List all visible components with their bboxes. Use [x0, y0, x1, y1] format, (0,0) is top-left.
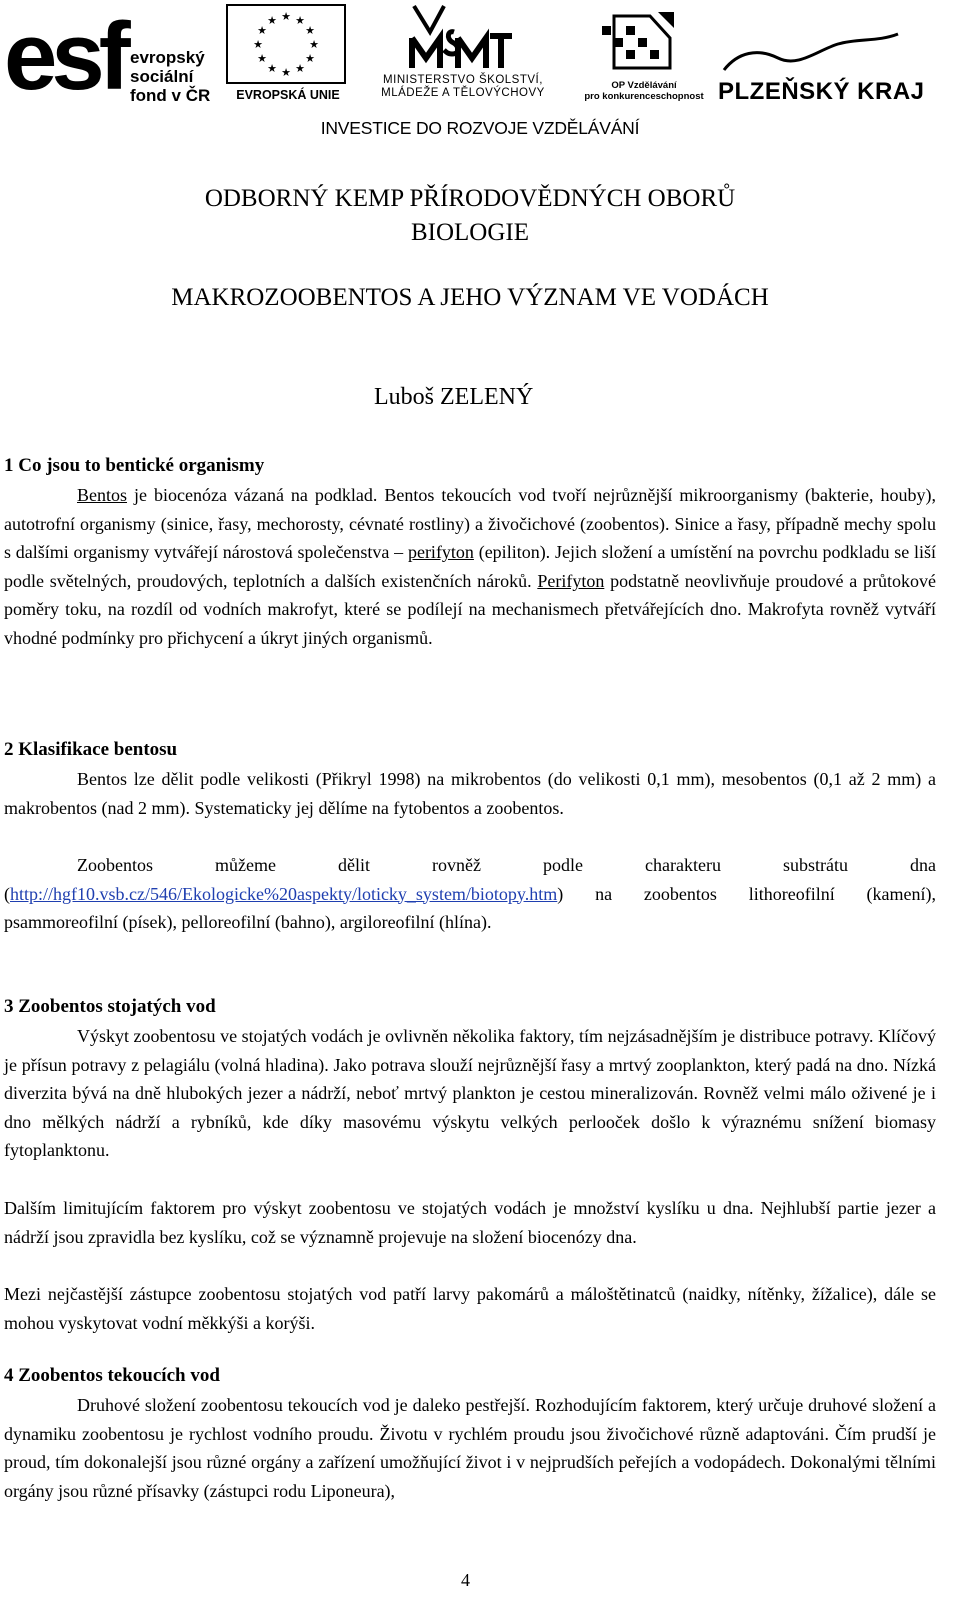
msmt-mark-icon: [408, 2, 518, 77]
svg-text:★: ★: [267, 14, 277, 27]
svg-text:★: ★: [305, 24, 315, 37]
plzen-label: PLZEŇSKÝ KRAJ: [718, 78, 925, 105]
svg-text:★: ★: [305, 52, 315, 65]
plzen-logo: [718, 30, 928, 110]
svg-text:★: ★: [267, 62, 277, 75]
author-name: Luboš ZELENÝ: [374, 384, 534, 410]
section-1-paragraph: Bentos je biocenóza vázaná na podklad. Bentos tekoucích vod tvoří nejrůznější mikroorganismy (bakterie, houby), autotrofní organismy (sinice, řasy, mechorosty, cévnaté rostliny) a živočichové (zoobentos). Sinice a řasy, případně mechy spolu s dalšími organismy vytvářejí nárostová společenstva – perifyton (epiliton). Jejich složení a umístění na povrchu podkladu se liší podle světelných, proudových, teplotních a dalších existenčních nároků. Perifyton podstatně neovlivňuje proudové a průtokové poměry toku, na rozdíl od vodních makrofyt, které se podílejí na mechanismech přetvářejících dno. Makrofyta rovněž vytváří vhodné podmínky pro přichycení a úkryt jiných organismů.: [4, 485, 936, 648]
svg-text:★: ★: [257, 52, 267, 65]
svg-text:★: ★: [295, 62, 305, 75]
header-logos: [0, 0, 960, 150]
section-4-paragraph-1: Druhové složení zoobentosu tekoucích vod je daleko pestřejší. Rozhodujícím faktorem, který určuje druhové složení a dynamiku zoobentosu je rychlost vodního proudu. Životu v rychlém proudu jsou živočichové různě adaptováni. Čím prudší je proud, tím dokonalejší jsou různé orgány a zařízení umožňující život i v nejprudších peřejích a vodopádech. Dokonalými tělními orgány jsou různé přísavky (zástupci rodu Liponeura),: [4, 1395, 936, 1501]
section-2-paragraph-2: Zoobentos můžeme dělit rovněž podle charakteru substrátu dna (http://hgf10.vsb.cz/546/Ekologicke%20aspekty/loticky_system/biotopy.htm) na zoobentos lithoreofilní (kamení), psammoreofilní (písek), pelloreofilní (bahno), argiloreofilní (hlína).: [4, 855, 936, 933]
section-3-paragraph-1: Výskyt zoobentosu ve stojatých vodách je ovlivněn několika faktory, tím nejzásadnějším je distribuce potravy. Klíčový je přísun potravy z pelagiálu (volná hladina). Jako potrava slouží nejrůznější řasy a mrtvý zooplankton, který padá na dno. Nízká diverzita bývá na dně hlubokých jezer a nádrží, neboť mrtvý plankton je cestou mineralizován. Rovněž velmi málo oživené je i dno mělkých nádrží a rybníků, kde díky masovému výskytu velkých perlooček došlo k výraznému snížení biomasy fytoplanktonu.: [4, 1026, 936, 1161]
section-4-heading: 4 Zoobentos tekoucích vod: [4, 1365, 220, 1386]
plzen-mark-icon: [718, 30, 918, 74]
svg-text:★: ★: [257, 24, 267, 37]
tagline: INVESTICE DO ROZVOJE VZDĚLÁVÁNÍ: [320, 118, 640, 138]
section-3-heading: 3 Zoobentos stojatých vod: [4, 996, 216, 1017]
svg-text:★: ★: [309, 38, 319, 51]
term-perifyton: perifyton: [407, 542, 474, 563]
biotopy-link[interactable]: http://hgf10.vsb.cz/546/Ekologicke%20aspekty/loticky_system/biotopy.htm: [10, 883, 558, 904]
msmt-text: MINISTERSTVO ŠKOLSTVÍ, MLÁDEŽE A TĚLOVÝCHOVY: [381, 74, 545, 99]
opvk-mark-icon: [574, 8, 714, 78]
topic-title: MAKROZOOBENTOS A JEHO VÝZNAM VE VODÁCH: [171, 284, 769, 311]
section-3-paragraph-2: Dalším limitujícím faktorem pro výskyt zoobentosu ve stojatých vodách je množství kyslíku u dna. Nejhlubší partie jezer a nádrží jsou zpravidla bez kyslíku, což se významně projevuje na složení biocenózy dna.: [4, 1198, 936, 1247]
section-2-paragraph-1: Bentos lze dělit podle velikosti (Přikryl 1998) na mikrobentos (do velikosti 0,1 mm), mesobentos (0,1 až 2 mm) a makrobentos (nad 2 mm). Systematicky jej dělíme na fytobentos a zoobentos.: [4, 769, 936, 818]
term-bentos: Bentos: [77, 485, 128, 505]
term-perifyton-2: Perifyton: [537, 570, 605, 591]
svg-text:★: ★: [281, 66, 291, 79]
page-title: ODBORNÝ KEMP PŘÍRODOVĚDNÝCH OBORŮ: [204, 185, 736, 212]
page-number: 4: [461, 1570, 470, 1590]
eu-label: EVROPSKÁ UNIE: [236, 88, 340, 102]
eu-logo: [226, 4, 348, 104]
svg-text:★: ★: [295, 14, 305, 27]
section-1-heading: 1 Co jsou to bentické organismy: [4, 455, 265, 476]
eu-flag-icon: [226, 4, 346, 84]
subject-title: BIOLOGIE: [410, 219, 530, 246]
esf-text: evropský sociální fond v ČR: [130, 48, 211, 105]
svg-text:★: ★: [281, 10, 291, 23]
esf-mark: esf: [4, 3, 125, 110]
section-2-heading: 2 Klasifikace bentosu: [4, 739, 178, 760]
msmt-logo: [356, 2, 570, 106]
opvk-text: OP Vzdělávání pro konkurenceschopnost: [584, 80, 704, 102]
opvk-logo: [574, 8, 714, 106]
svg-text:★: ★: [253, 38, 263, 51]
section-3-paragraph-3: Mezi nejčastější zástupce zoobentosu stojatých vod patří larvy pakomárů a máloštětinatců (naidky, nítěnky, žížalice), dále se mohou vyskytovat vodní měkkýši a korýši.: [4, 1284, 936, 1333]
esf-logo: [4, 3, 214, 110]
